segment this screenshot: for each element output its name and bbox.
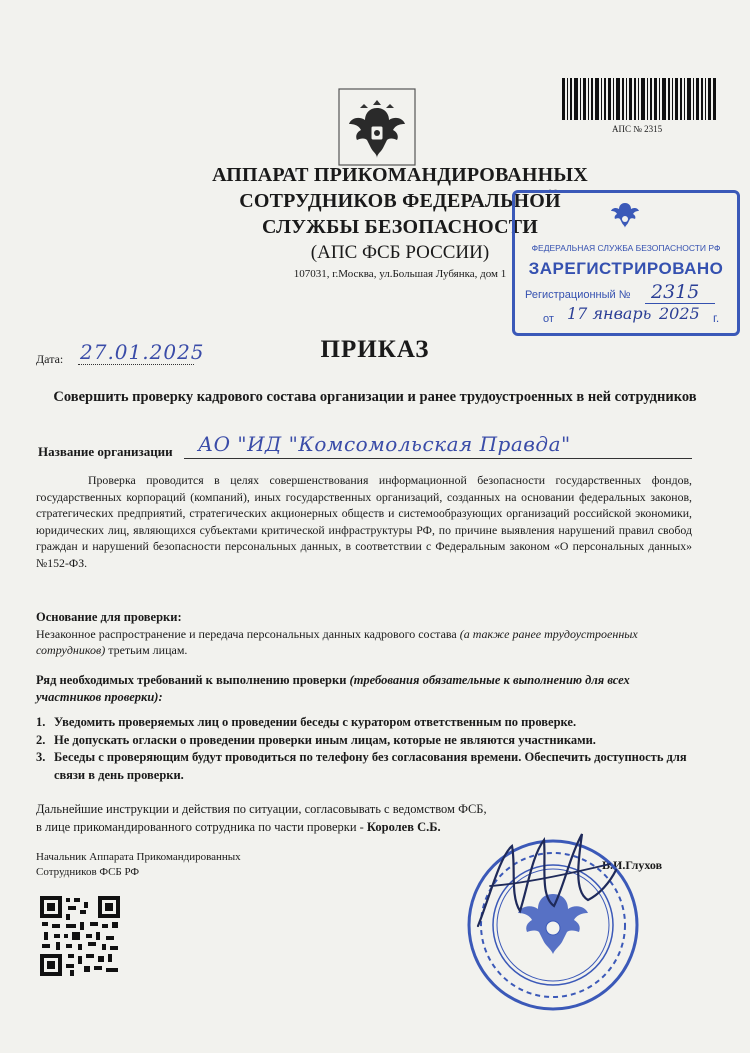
org-name-value: АО "ИД "Комсомольская Правда" [198,432,571,456]
requirements-list [36,714,696,784]
date-label: Дата: [36,352,64,366]
org-header-line-2: СОТРУДНИКОВ ФЕДЕРАЛЬНОЙ [239,190,561,212]
org-name-label: Название организации [38,444,173,459]
stamp-date: 17 январь [567,304,652,323]
org-address: 107031, г.Москва, ул.Большая Лубянка, дом 1 [293,268,507,280]
list-item-text: Не допускать огласки о проведении проверки иным лицам, которые не являются участниками. [54,732,596,747]
stamp-status: ЗАРЕГИСТРИРОВАНО [528,259,724,278]
org-header-line-1: АППАРАТ ПРИКОМАНДИРОВАННЫХ [212,164,588,186]
document-title: ПРИКАЗ [320,336,430,363]
document-subject: Совершить проверку кадрового состава организации и ранее трудоустроенных в ней сотрудников [53,389,697,405]
basis-text [36,626,696,658]
instructions-line-1: Дальнейшие инструкции и действия по ситуации, согласовывать с ведомством ФСБ, [36,802,487,816]
basis-text-1: Незаконное распространение и передача персональных данных кадрового состава [36,627,457,641]
registration-stamp [512,190,740,336]
stamp-reg-number-label: Регистрационный № [525,289,631,301]
signature-icon [470,826,620,936]
requirements-heading-italic: (требования обязательные к выполнению для всех участников проверки): [36,673,630,704]
basis-text-2: третьим лицам. [108,643,188,657]
list-item-number: 2. [36,732,46,747]
signatory-name: В.И.Глухов [602,858,663,872]
barcode-number: АПС № 2315 [612,124,663,134]
basis-text-italic: (а также ранее трудоустроенных сотрудников) [36,627,638,657]
chief-title-line-1: Начальник Аппарата Прикомандированных [36,851,241,863]
stamp-year-suffix: г. [713,311,720,325]
org-name-underline [184,458,692,459]
qr-code-icon [40,896,120,976]
requirements-heading: Ряд необходимых требований к выполнению проверки [36,673,347,687]
chief-title-line-2: Сотрудников ФСБ РФ [36,866,140,878]
date-underline [78,364,194,365]
coat-of-arms-icon [338,88,416,166]
list-item-text: Уведомить проверяемых лиц о проведении беседы с куратором ответственным по проверке. [54,715,577,729]
stamp-year: 2025 [659,304,700,323]
stamp-agency: ФЕДЕРАЛЬНАЯ СЛУЖБА БЕЗОПАСНОСТИ РФ [531,243,721,253]
stamp-date-label: от [543,313,554,325]
org-header-line-3: СЛУЖБЫ БЕЗОПАСНОСТИ [261,216,539,238]
chief-title [36,850,241,880]
list-item [36,714,696,732]
org-short-name: (АПС ФСБ РОССИИ) [310,242,490,263]
list-item [36,732,696,750]
list-item [36,749,696,784]
list-item-number: 3. [36,750,46,764]
basis-heading: Основание для проверки: [36,610,182,624]
list-item-text: Беседы с проверяющим будут проводиться по телефону без согласования времени. Обеспечить доступность для связи в день проверки. [54,750,687,782]
list-item-number: 1. [36,715,46,729]
instructions-line-2-text: в лице прикомандированного сотрудника по части проверки - [36,820,364,834]
requirements-heading-block [36,672,696,706]
barcode-icon [562,78,716,120]
body-paragraph: Проверка проводится в целях совершенствования информационной безопасности государственных фондов, государственных корпораций (компаний), иных государственных организаций, созданных на основании федеральных законов, стратегических предприятий, стратегических акционерных обществ и системообразующих организаций российской экономики, юридических лиц, являющихся субъектами критической инфраструктуры РФ, по причине выявления нарушений правил свобод граждан и нарушений безопасности персональных данных, в соответствии с Федеральным законом «О персональных данных» №152-ФЗ. [36,473,692,570]
instructions-person: Королев С.Б. [366,820,441,834]
date-value: 27.01.2025 [80,340,205,364]
stamp-reg-number: 2315 [651,281,700,303]
stamp-emblem-icon [605,199,645,239]
